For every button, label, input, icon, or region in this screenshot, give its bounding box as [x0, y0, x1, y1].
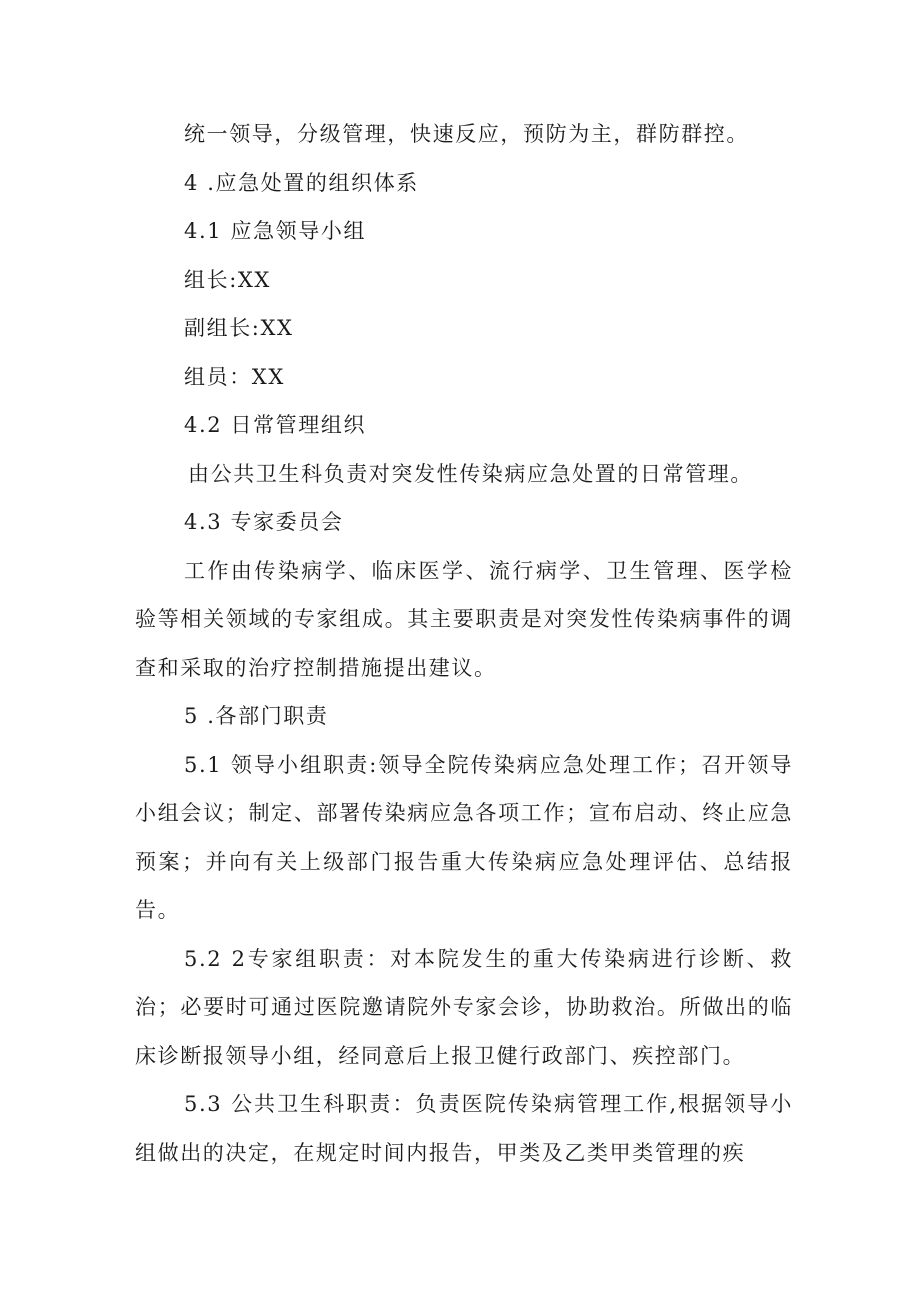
- paragraph-principles: 统一领导，分级管理，快速反应，预防为主，群防群控。: [184, 122, 749, 146]
- paragraph-group-leader: 组长:XX: [184, 267, 271, 292]
- document-body: [135, 110, 793, 1177]
- paragraph-5-2-expert-duties: 5.2 2专家组职责：对本院发生的重大传染病进行诊断、救治；必要时可通过医院邀请院外专家会诊，协助救治。所做出的临床诊断报领导小组，经同意后上报卫健行政部门、疾控部门。: [135, 946, 793, 1068]
- paragraph-expert-committee: 工作由传染病学、临床医学、流行病学、卫生管理、医学检验等相关领域的专家组成。其主要职责是对突发性传染病事件的调查和采取的治疗控制措施提出建议。: [135, 558, 793, 680]
- heading-4-3-expert-committee: 4.3 专家委员会: [184, 510, 344, 534]
- paragraph-daily-management: 由公共卫生科负责对突发性传染病应急处置的日常管理。: [188, 461, 753, 486]
- heading-4-1-leadership-group: 4.1 应急领导小组: [184, 219, 367, 243]
- paragraph-5-3-public-health-duties: 5.3 公共卫生科职责：负责医院传染病管理工作,根据领导小组做出的决定，在规定时间内报告，甲类及乙类甲类管理的疾: [135, 1092, 793, 1165]
- paragraph-members: 组员：XX: [184, 364, 285, 389]
- paragraph-deputy-leader: 副组长:XX: [184, 316, 294, 340]
- paragraph-5-1-leadership-duties: 5.1 领导小组职责:领导全院传染病应急处理工作；召开领导小组会议；制定、部署传染病应急各项工作；宣布启动、终止应急预案；并向有关上级部门报告重大传染病应急处理评估、总结报告。: [135, 752, 793, 922]
- heading-4-2-daily-management: 4.2 日常管理组织: [184, 413, 367, 437]
- heading-5-department-duties: 5 .各部门职责: [184, 704, 329, 728]
- heading-4-organization: 4 .应急处置的组织体系: [184, 170, 419, 195]
